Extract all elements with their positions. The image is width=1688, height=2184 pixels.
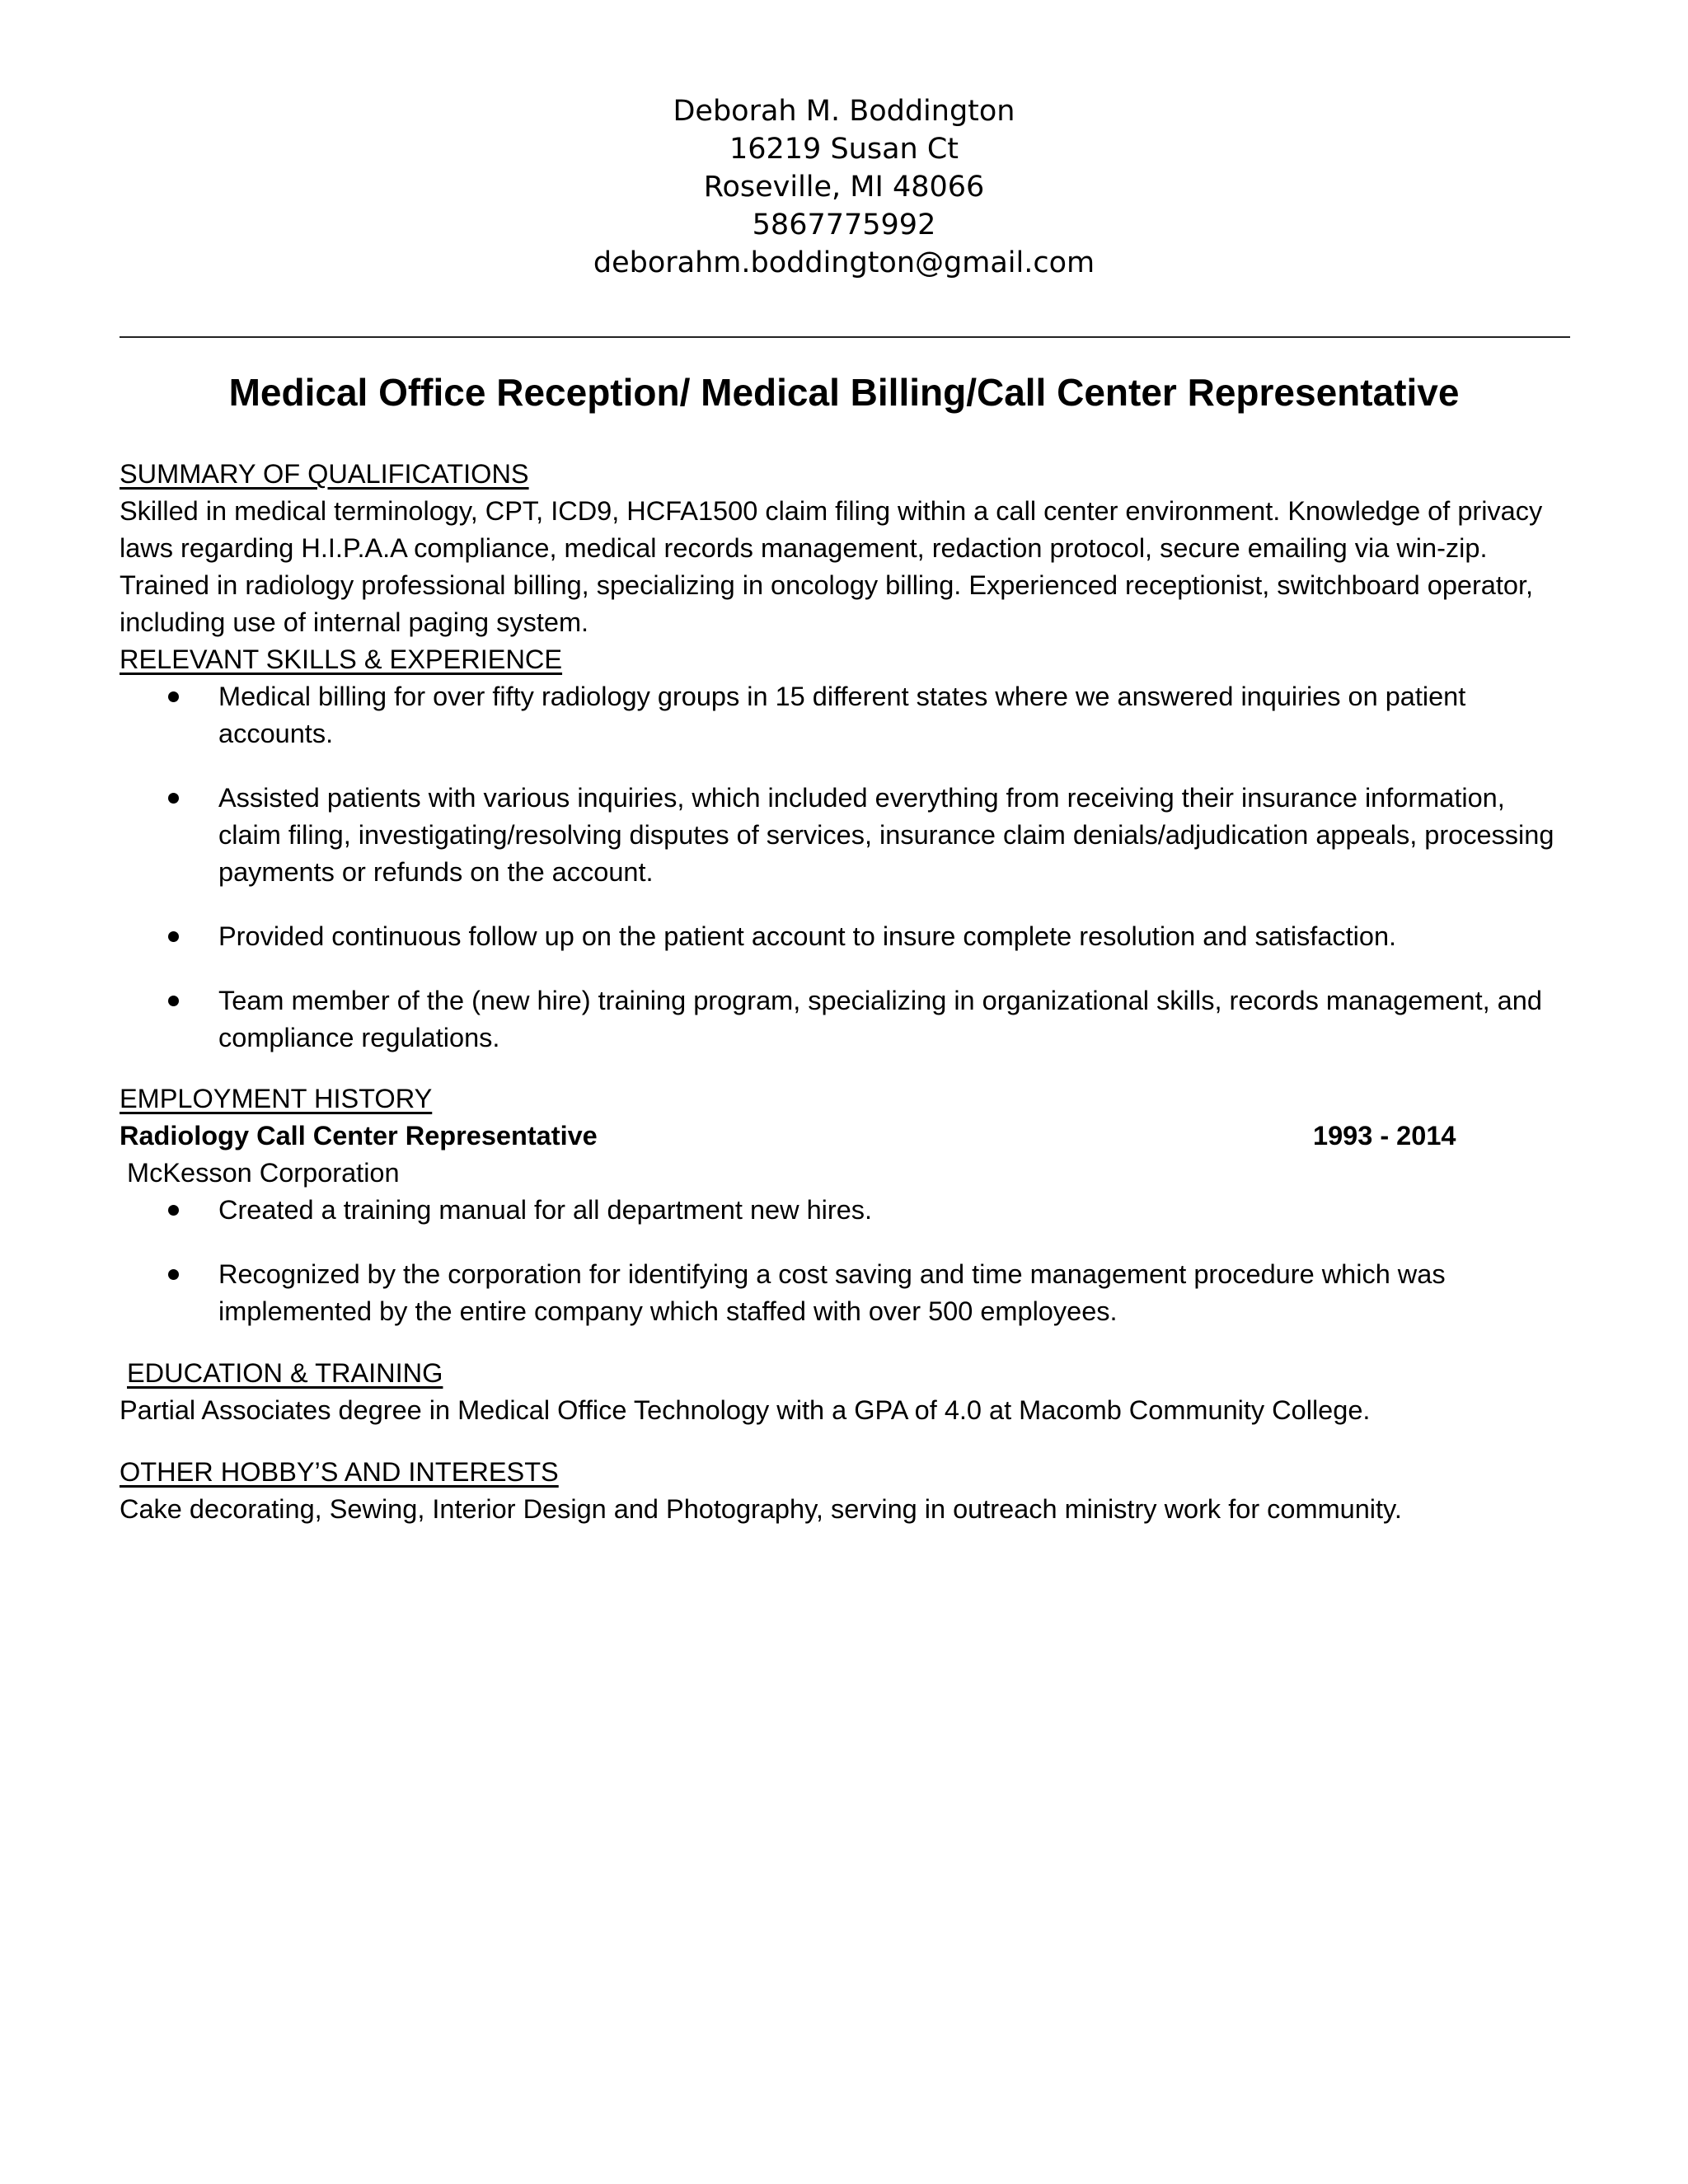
summary-text: Skilled in medical terminology, CPT, ICD9, HCFA1500 claim filing within a call center environment. Knowledge of privacy laws regarding H.I.P.A.A compliance, medical records management, redaction protocol, secure emailing via win-zip. Trained in radiology professional billing, specializing in oncology billing. Experienced receptionist, switchboard operator, including use of internal paging system. (120, 496, 1543, 637)
job-row (120, 1118, 1570, 1155)
job-dates: 1993 - 2014 (1313, 1121, 1456, 1151)
education-heading: EDUCATION & TRAINING (127, 1358, 443, 1388)
section-spacer (120, 1429, 1570, 1454)
job-title: Radiology Call Center Representative (120, 1121, 598, 1151)
header-divider (120, 336, 1570, 338)
skills-item: Medical billing for over fifty radiology groups in 15 different states where we answered inquiries on patient accounts. (120, 678, 1570, 752)
contact-block (0, 92, 1688, 282)
employment-item: Recognized by the corporation for identifying a cost saving and time management procedure which was implemented by the entire company which staffed with over 500 employees. (120, 1256, 1570, 1330)
skills-heading: RELEVANT SKILLS & EXPERIENCE (120, 644, 563, 674)
contact-name: Deborah M. Boddington (673, 95, 1015, 128)
summary-heading: SUMMARY OF QUALIFICATIONS (120, 459, 529, 489)
hobbies-heading: OTHER HOBBY’S AND INTERESTS (120, 1457, 559, 1487)
employment-heading: EMPLOYMENT HISTORY (120, 1084, 433, 1113)
employment-list (120, 1192, 1570, 1330)
employment-item: Created a training manual for all department new hires. (120, 1192, 1570, 1229)
resume-body (120, 456, 1570, 1528)
job-company: McKesson Corporation (127, 1158, 400, 1188)
contact-email: deborahm.boddington@gmail.com (593, 246, 1095, 279)
contact-phone: 5867775992 (752, 209, 936, 241)
contact-city: Roseville, MI 48066 (703, 171, 985, 204)
skills-item: Team member of the (new hire) training program, specializing in organizational skills, records management, and compliance regulations. (120, 982, 1570, 1057)
hobbies-text: Cake decorating, Sewing, Interior Design and Photography, serving in outreach ministry work for community. (120, 1494, 1402, 1524)
contact-street: 16219 Susan Ct (729, 133, 959, 166)
skills-list (120, 678, 1570, 1057)
resume-title: Medical Office Reception/ Medical Billing/Call Center Representative (228, 371, 1460, 414)
skills-item: Assisted patients with various inquiries, which included everything from receiving their insurance information, claim filing, investigating/resolving disputes of services, insurance claim denials/adjudication appeals, processing payments or refunds on the account. (120, 780, 1570, 891)
education-text: Partial Associates degree in Medical Office Technology with a GPA of 4.0 at Macomb Community College. (120, 1395, 1371, 1425)
skills-item: Provided continuous follow up on the patient account to insure complete resolution and satisfaction. (120, 918, 1570, 955)
